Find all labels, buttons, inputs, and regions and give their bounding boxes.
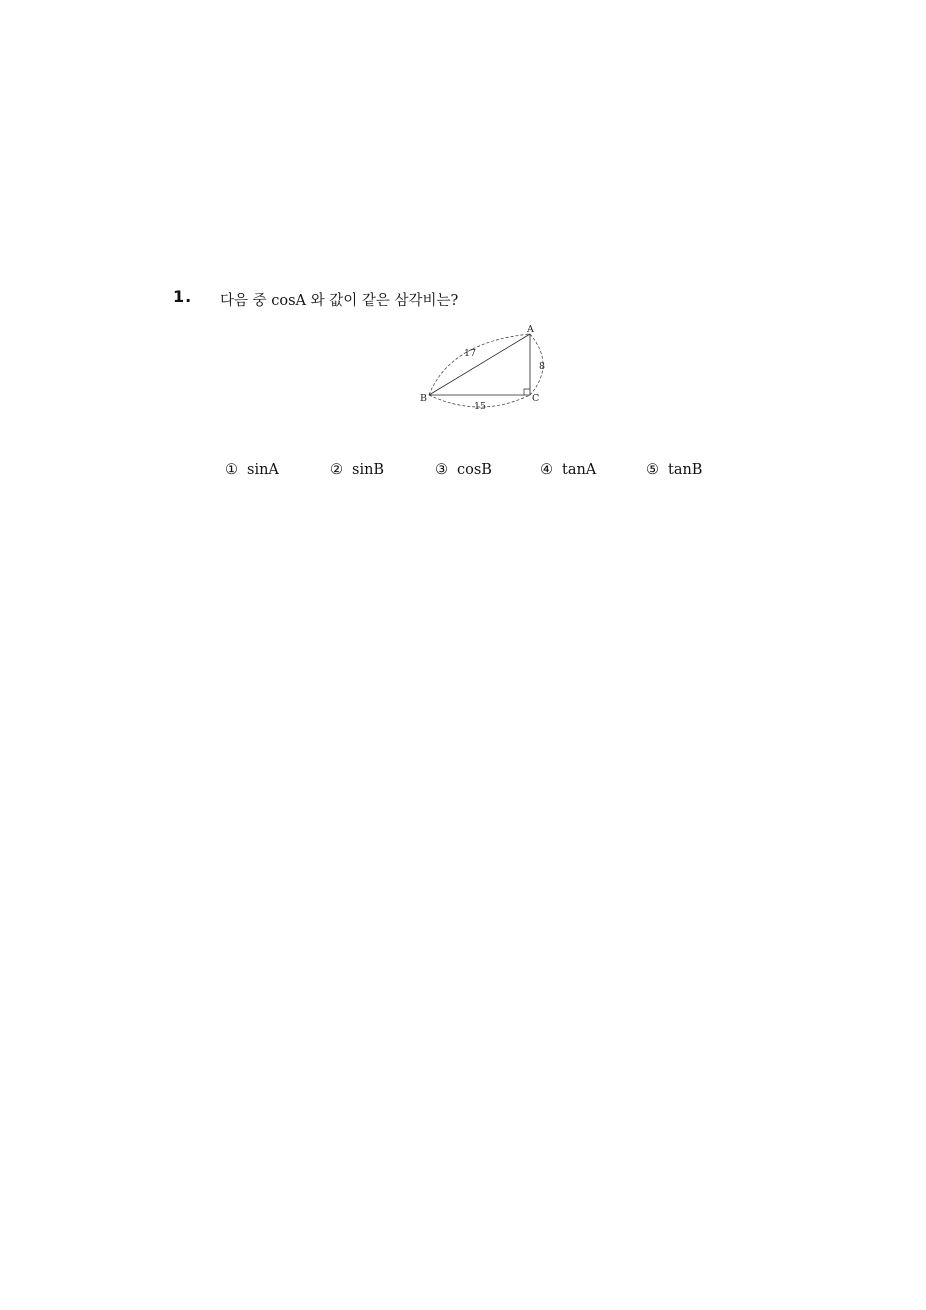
choice-3-label: cosB <box>457 462 492 478</box>
length-ab-label: 17 <box>464 348 477 359</box>
triangle-figure <box>410 318 560 418</box>
question-text: 다음 중 cosA 와 값이 같은 삼각비는? <box>220 293 459 309</box>
vertex-a-label: A <box>527 324 534 335</box>
choice-3[interactable] <box>435 462 492 478</box>
length-bc-label: 15 <box>474 401 487 412</box>
choice-2-label: sinB <box>352 462 385 478</box>
choice-3-number: ③ <box>435 462 448 478</box>
choice-1[interactable] <box>225 462 279 478</box>
right-angle-mark <box>524 389 530 395</box>
question-number: 1. <box>173 287 193 306</box>
choice-5-number: ⑤ <box>646 462 659 478</box>
choice-5[interactable] <box>646 462 702 478</box>
length-ac-label: 8 <box>539 361 546 372</box>
choice-1-label: sinA <box>247 462 279 478</box>
choice-5-label: tanB <box>668 462 703 478</box>
vertex-c-label: C <box>532 393 540 404</box>
choice-1-number: ① <box>225 462 238 478</box>
side-ab <box>429 334 530 395</box>
choice-2-number: ② <box>330 462 343 478</box>
choice-4-label: tanA <box>562 462 597 478</box>
choice-4[interactable] <box>540 462 596 478</box>
vertex-b-label: B <box>420 393 427 404</box>
choice-2[interactable] <box>330 462 384 478</box>
choice-4-number: ④ <box>540 462 553 478</box>
